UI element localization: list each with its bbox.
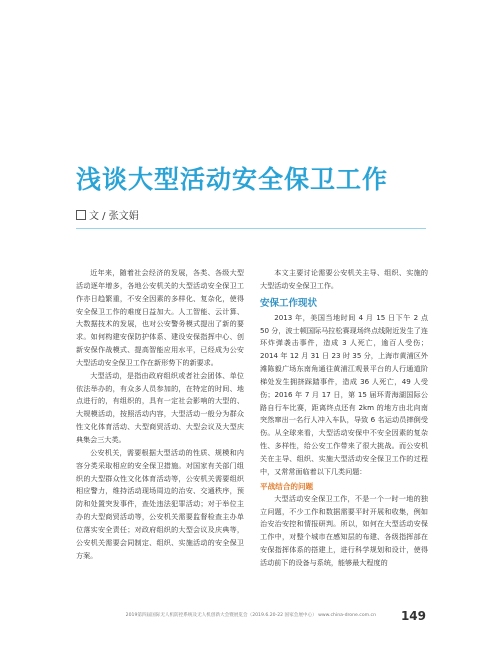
square-icon <box>76 210 86 220</box>
paragraph: 近年来，随着社会经济的发展，各类、各级大型活动逐年增多，各地公安机关的大型活动安全保卫工作亦日趋繁重，不安全因素的多样化、复杂化，使得安全保卫工作的难度日益加大。人工智能、云计算、大数据技术的发展，也对公安警务模式提出了新的要求。如何构建安保防护体系、建设安保指挥中心、创新安保作战模式、提高智能应用水平，已经成为公安大型活动安全保卫工作在新形势下的新要求。 <box>76 268 244 367</box>
title-divider <box>76 228 426 229</box>
page-footer <box>76 609 426 623</box>
article-title: 浅谈大型活动安全保卫工作 <box>76 165 389 194</box>
paragraph: 大型活动，是指由政府组织或者社会团体、单位依法举办的，有众多人员参加的，在特定的时间、地点进行的，有组织的，具有一定社会影响的大型的、大规模活动，按照活动内容，大型活动一般分为群众性文化体育活动、大型商贸活动、大型会议及大型庆典集会三大类。 <box>76 370 244 444</box>
paragraph: 公安机关，需要根据大型活动的性质、规模和内容分类采取相应的安全保卫措施。对国家有关部门组织的大型群众性文化体育活动等，公安机关需要组织相应警力，维持活动现场周边的治安、交通秩序，预防和处置突发事件，查处违法犯罪活动；对于举位主办的大型商贸活动等，公安机关需要监督检查主办单位落实安全责任；对政府组织的大型会议及庆典等，公安机关需要会同制定、组织、实施活动的安全保卫方案。 <box>76 447 244 560</box>
footer-credit: 2019第四届国际无人机防控系统及无人机创新大会暨展览会（2019.6.20-22 国家会展中心） www.china-drone.com.cn <box>125 613 376 618</box>
author-name: 张文娟 <box>108 211 139 222</box>
section-heading: 安保工作现状 <box>260 297 318 309</box>
left-column <box>76 267 244 562</box>
page-number: 149 <box>400 609 426 623</box>
sub-heading: 平战结合的问题 <box>260 481 314 491</box>
byline-prefix: 文 / <box>89 211 109 222</box>
paragraph: 2013 年，美国当地时间 4 月 15 日下午 2 点 50 分，波士顿国际马拉松赛现场终点线附近发生了连环炸弹袭击事件，造成 3 人死亡，逾百人受伤；2014 年 12 月 31 日 23 时 35 分，上海市黄浦区外滩陈毅广场东南角通往黄浦江观景平台的人行通道阶梯处发生拥挤踩踏事件，造成 36 人死亡，49 人受伤；2016 年 7 月 17 日，第 15 届环青海湖国际公路自行车比赛，距离终点还有 2km 的地方由北向南突然窜出一名行人冲入车队，导致 6 名运动员摔倒受伤。从全球来看，大型活动安保中不安全因素的复杂性、多样性，给公安工作带来了很大挑战。而公安机关在主导、组织、实施大型活动安全保卫工作的过程中，又常常面临着以下几类问题： <box>260 312 428 476</box>
right-column <box>260 267 428 570</box>
byline <box>76 207 139 222</box>
paragraph: 大型活动安全保卫工作，不是一个一时一地的独立问题，不少工作和数据需要平时开展和收集，例如治安治安控和情报研判。所以，如何在大型活动安保工作中，对整个城市在感知层的布建、各级指挥部在安保指挥体系的搭建上，进行科学规划和设计，使得活动前下的设备与系统，能够最大程度的 <box>260 493 428 567</box>
paragraph: 本文主要讨论需要公安机关主导、组织、实施的大型活动安全保卫工作。 <box>260 268 428 290</box>
